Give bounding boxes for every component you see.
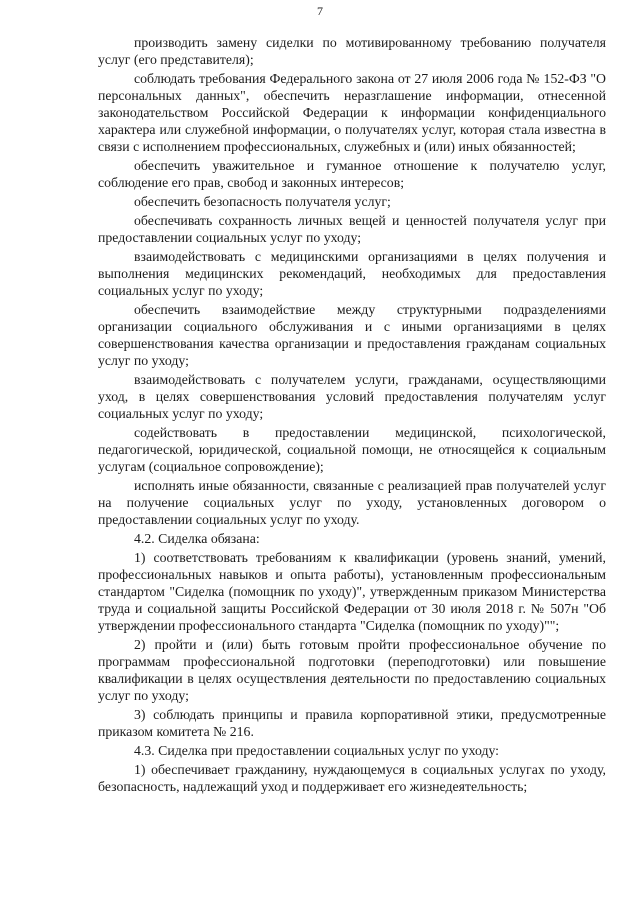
paragraph: обеспечивать сохранность личных вещей и ценностей получателя услуг при предоставлении социальных услуг по уходу; [98, 213, 606, 245]
page-number: 7 [317, 4, 323, 18]
paragraph: исполнять иные обязанности, связанные с реализацией прав получателей услуг на получение социальных услуг по уходу, установленных договором о предоставлении социальных услуг по уходу. [98, 478, 606, 527]
paragraph: обеспечить безопасность получателя услуг; [134, 194, 391, 209]
paragraph: содействовать в предоставлении медицинской, психологической, педагогической, юридической, социальной помощи, не относящейся к социальным услугам (социальное сопровождение); [98, 425, 606, 474]
paragraph: обеспечить уважительное и гуманное отношение к получателю услуг, соблюдение его прав, свобод и законных интересов; [98, 158, 606, 190]
document-body [98, 34, 606, 797]
paragraph: 1) обеспечивает гражданину, нуждающемуся в социальных услугах по уходу, безопасность, надлежащий уход и поддерживает его жизнедеятельность; [98, 762, 606, 794]
paragraph: 3) соблюдать принципы и правила корпоративной этики, предусмотренные приказом комитета № 216. [98, 707, 606, 739]
section-heading: 4.3. Сиделка при предоставлении социальных услуг по уходу: [134, 743, 500, 758]
paragraph: соблюдать требования Федерального закона от 27 июля 2006 года № 152-ФЗ "О персональных данных", обеспечить неразглашение информации, отнесенной законодательством Российской Федерации к информации конфиденциального характера или служебной информации, о получателях услуг, которая стала известна в связи с исполнением профессиональных, служебных и (или) иных обязанностей; [98, 71, 606, 154]
paragraph: взаимодействовать с получателем услуги, гражданами, осуществляющими уход, в целях совершенствования условий предоставления получателям услуг социальных услуг по уходу; [98, 372, 606, 421]
paragraph: взаимодействовать с медицинскими организациями в целях получения и выполнения медицинских рекомендаций, необходимых для предоставления социальных услуг по уходу; [98, 249, 606, 298]
paragraph: 2) пройти и (или) быть готовым пройти профессиональное обучение по программам профессиональной подготовки (переподготовки) или повышение квалификации в целях осуществления деятельности по предоставлению социальных услуг по уходу; [98, 637, 606, 703]
paragraph: 1) соответствовать требованиям к квалификации (уровень знаний, умений, профессиональных навыков и опыта работы), установленным профессиональным стандартом "Сиделка (помощник по уходу)", утвержденным приказом Министерства труда и социальной защиты Российской Федерации от 30 июля 2018 г. № 507н "Об утверждении профессионального стандарта "Сиделка (помощник по уходу)""; [98, 550, 606, 633]
paragraph: обеспечить взаимодействие между структурными подразделениями организации социального обслуживания и с иными организациями в целях совершенствования качества организации и предоставления гражданам социальных услуг по уходу; [98, 302, 606, 368]
section-heading: 4.2. Сиделка обязана: [134, 531, 260, 546]
paragraph: производить замену сиделки по мотивированному требованию получателя услуг (его представителя); [98, 35, 606, 67]
